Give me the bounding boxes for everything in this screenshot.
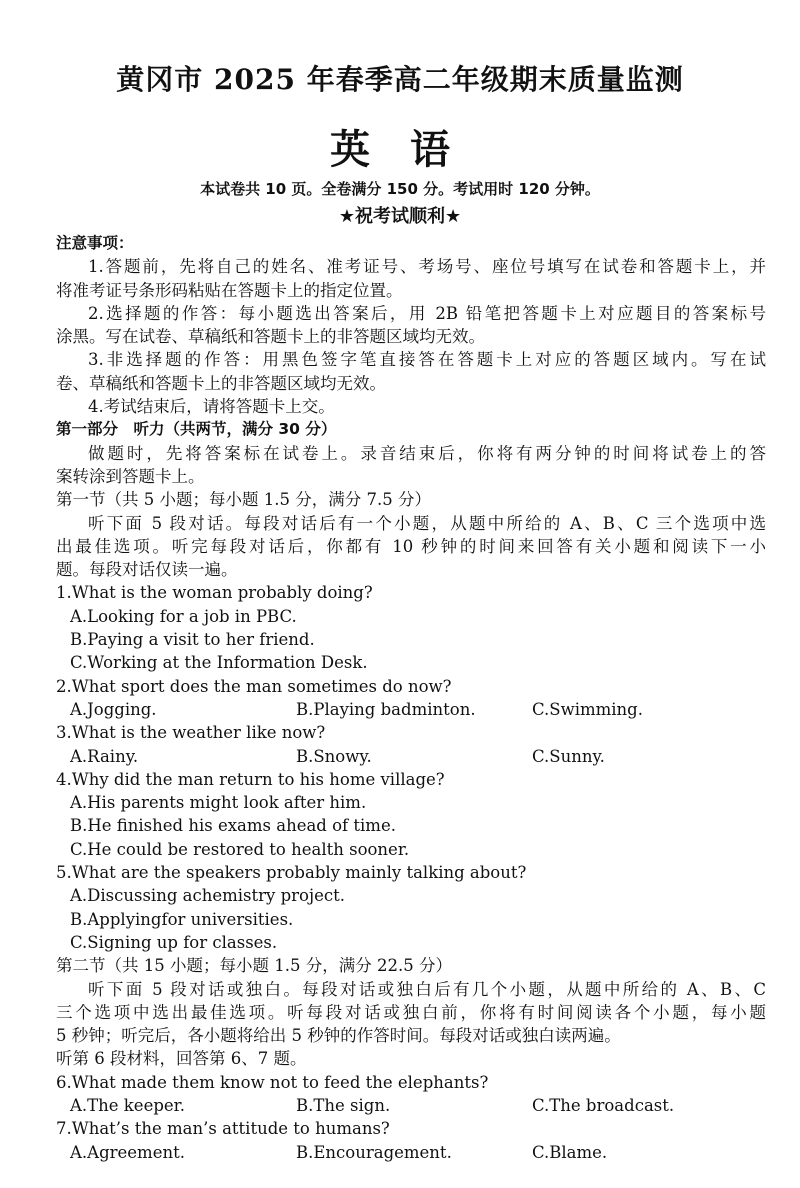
option-b: B.He finished his exams ahead of time. — [70, 816, 396, 836]
section2-intro: 听下面 5 段对话或独白。每段对话或独白后有几个小题，从题中所给的 A、B、C — [88, 979, 766, 999]
question-stem: 3.What is the weather like now? — [56, 723, 326, 743]
option-a: A.Jogging. — [70, 699, 157, 719]
exam-info: 本试卷共 10 页。全卷满分 150 分。考试用时 120 分钟。 — [200, 180, 600, 198]
option-a: A.The keeper. — [70, 1095, 185, 1115]
option-a: A.Agreement. — [70, 1142, 185, 1162]
notes-heading: 注意事项： — [56, 234, 134, 252]
option-a: A.Discussing achemistry project. — [70, 886, 345, 906]
option-b: B.The sign. — [296, 1095, 391, 1115]
material-instruction: 听第 6 段材料，回答第 6、7 题。 — [56, 1049, 307, 1069]
option-c: C.Blame. — [532, 1142, 608, 1162]
option-c: C.He could be restored to health sooner. — [70, 839, 410, 859]
notes-line: 3.非选择题的作答：用黑色签字笔直接答在答题卡上对应的答题区域内。写在试 — [88, 350, 766, 370]
option-b: B.Encouragement. — [296, 1142, 452, 1162]
options-row — [56, 698, 766, 721]
options-row — [56, 745, 766, 768]
option-c: C.Signing up for classes. — [70, 932, 278, 952]
section1-intro: 出最佳选项。听完每段对话后，你都有 10 秒钟的时间来回答有关小题和阅读下一小 — [56, 536, 766, 556]
question-stem: 1.What is the woman probably doing? — [56, 583, 373, 603]
option-b: B.Playing badminton. — [296, 699, 476, 719]
question-stem: 5.What are the speakers probably mainly talking about? — [56, 863, 527, 883]
option-c: C.Sunny. — [532, 746, 605, 766]
exam-body — [56, 232, 766, 1164]
subject-title: 英语 — [330, 126, 490, 173]
option-c: C.Swimming. — [532, 699, 643, 719]
option-a: A.Rainy. — [70, 746, 139, 766]
part1-intro: 做题时，先将答案标在试卷上。录音结束后，你将有两分钟的时间将试卷上的答 — [88, 443, 766, 463]
section1-intro: 听下面 5 段对话。每段对话后有一个小题，从题中所给的 A、B、C 三个选项中选 — [88, 513, 766, 533]
option-b: B.Snowy. — [296, 746, 372, 766]
question-stem: 4.Why did the man return to his home village? — [56, 769, 445, 789]
notes-line: 涂黑。写在试卷、草稿纸和答题卡上的非答题区域均无效。 — [56, 327, 485, 347]
option-b: B.Paying a visit to her friend. — [70, 630, 315, 650]
part1-heading: 第一部分 听力（共两节，满分 30 分） — [56, 420, 337, 439]
notes-line: 4.考试结束后，请将答题卡上交。 — [88, 397, 335, 417]
options-row — [56, 1094, 766, 1117]
option-b: B.Applyingfor universities. — [70, 909, 294, 929]
section1-intro: 题。每段对话仅读一遍。 — [56, 560, 238, 580]
section2-heading: 第二节（共 15 小题；每小题 1.5 分，满分 22.5 分） — [56, 956, 452, 976]
part1-intro: 案转涂到答题卡上。 — [56, 466, 205, 486]
page-title: 黄冈市 2025 年春季高二年级期末质量监测 — [116, 63, 684, 96]
notes-line: 将准考证号条形码粘贴在答题卡上的指定位置。 — [56, 280, 403, 300]
notes-line: 卷、草稿纸和答题卡上的非答题区域均无效。 — [56, 373, 386, 393]
notes-line: 2.选择题的作答：每小题选出答案后，用 2B 铅笔把答题卡上对应题目的答案标号 — [88, 303, 766, 323]
notes-line: 1.答题前，先将自己的姓名、准考证号、考场号、座位号填写在试卷和答题卡上，并 — [88, 257, 766, 277]
section2-intro: 三个选项中选出最佳选项。听每段对话或独白前，你将有时间阅读各个小题，每小题 — [56, 1002, 766, 1022]
option-c: C.The broadcast. — [532, 1095, 675, 1115]
option-a: A.His parents might look after him. — [70, 793, 367, 813]
option-a: A.Looking for a job in PBC. — [70, 606, 297, 626]
section2-intro: 5 秒钟；听完后，各小题将给出 5 秒钟的作答时间。每段对话或独白读两遍。 — [56, 1026, 621, 1046]
question-stem: 6.What made them know not to feed the elephants? — [56, 1072, 489, 1092]
options-row — [56, 1141, 766, 1164]
option-c: C.Working at the Information Desk. — [70, 653, 368, 673]
question-stem: 7.What’s the man’s attitude to humans? — [56, 1119, 390, 1139]
question-stem: 2.What sport does the man sometimes do now? — [56, 676, 452, 696]
section1-heading: 第一节（共 5 小题；每小题 1.5 分，满分 7.5 分） — [56, 490, 431, 510]
good-luck-banner: ★祝考试顺利★ — [338, 206, 462, 227]
